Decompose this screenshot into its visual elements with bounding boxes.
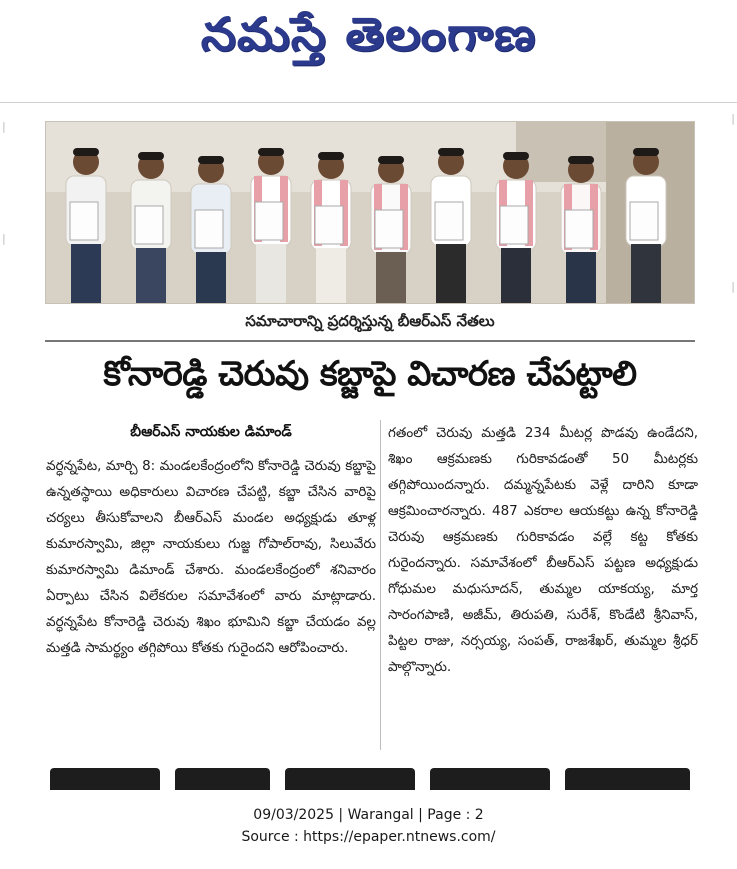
masthead-rule	[0, 102, 737, 103]
document-paper	[195, 210, 223, 248]
masthead	[0, 0, 737, 80]
person-hair	[568, 156, 594, 164]
person-hair	[198, 156, 224, 164]
person-legs	[631, 244, 661, 304]
person-hair	[258, 148, 284, 156]
person-legs	[256, 244, 286, 304]
document-paper	[565, 210, 593, 248]
article-column-left	[46, 420, 376, 661]
person-legs	[566, 252, 596, 304]
page-edge-mark: |	[731, 112, 735, 125]
person-hair	[138, 152, 164, 160]
document-paper	[630, 202, 658, 240]
source-link[interactable]: Source : https://epaper.ntnews.com/	[241, 829, 496, 845]
person-hair	[73, 148, 99, 156]
document-paper	[435, 202, 463, 240]
document-paper	[375, 210, 403, 248]
person-legs	[376, 252, 406, 304]
page-edge-mark: |	[2, 120, 6, 133]
document-paper	[135, 206, 163, 244]
document-paper	[500, 206, 528, 244]
photo-caption: సమాచారాన్ని ప్రదర్శిస్తున్న బీఆర్‌ఎస్ నేతలు	[45, 306, 695, 342]
column-divider	[380, 420, 381, 750]
person-hair	[378, 156, 404, 164]
newspaper-logo-title: నమస్తే తెలంగాణ	[200, 7, 537, 61]
article-body-right: గతంలో చెరువు మత్తడి 234 మీటర్ల పొడవు ఉండేదని, శిఖం ఆక్రమణకు గురికావడంతో 50 మీటర్లకు తగ్గిపోయిందన్నారు. దమ్మన్నపేటకు వెళ్లే దారిని కూడా ఆక్రమించారన్నారు. 487 ఎకరాల ఆయకట్టు ఉన్న కోనారెడ్డి చెరువు ఆక్రమణకు గురికావడం వల్లే కట్ట కోతకు గురైందన్నారు. సమావేశంలో బీఆర్‌ఎస్ పట్టణ అధ్యక్షుడు గోధుమల మధుసూదన్, తుమ్మల యాకయ్య, మార్త సారంగపాణి, అజీమ్, తిరుపతి, సురేశ్, కొండేటి శ్రీనివాస్, పిట్టల రాజు, నర్సయ్య, సంపత్, రాజశేఖర్, తుమ్మల శ్రీధర్ పాల్గొన్నారు.	[388, 425, 698, 675]
document-paper	[315, 206, 343, 244]
person-legs	[316, 248, 346, 304]
person-legs	[136, 248, 166, 304]
document-paper	[255, 202, 283, 240]
next-article-headline-cutoff	[40, 762, 700, 790]
article-column-right	[388, 420, 698, 680]
person-legs	[196, 252, 226, 304]
article-subhead: బీఆర్‌ఎస్ నాయకుల డిమాండ్	[130, 424, 292, 440]
person-hair	[633, 148, 659, 156]
page-footer	[0, 804, 737, 848]
group-photo-illustration	[46, 122, 695, 304]
person-legs	[501, 248, 531, 304]
document-paper	[70, 202, 98, 240]
person-legs	[436, 244, 466, 304]
edition-meta: 09/03/2025 | Warangal | Page : 2	[253, 807, 484, 823]
page-edge-mark: |	[731, 280, 735, 293]
page-edge-mark: |	[2, 232, 6, 245]
article-body-left: వర్ధన్నపేట, మార్చి 8: మండలకేంద్రంలోని కోనారెడ్డి చెరువు కబ్జాపై ఉన్నతస్థాయి అధికారులు విచారణ చేపట్టి, కబ్జా చేసిన వారిపై చర్యలు తీసుకోవాలని బీఆర్‌ఎస్ మండల అధ్యక్షుడు తూళ్ల కుమారస్వామి, జిల్లా నాయకులు గుజ్జ గోపాల్‌రావు, సిలువేరు కుమారస్వామి డిమాండ్ చేశారు. మండలకేంద్రంలో శనివారం ఏర్పాటు చేసిన విలేకరుల సమావేశంలో వారు మాట్లాడారు. వర్ధన్నపేట కోనారెడ్డి చెరువు శిఖం భూమిని కబ్జా చేయడం వల్ల మత్తడి సామర్థ్యం తగ్గిపోయి కోతకు గురైందని ఆరోపించారు.	[46, 458, 376, 656]
person-hair	[503, 152, 529, 160]
article-headline: కోనారెడ్డి చెరువు కబ్జాపై విచారణ చేపట్టాలి	[103, 354, 637, 394]
person-hair	[318, 152, 344, 160]
person-legs	[71, 244, 101, 304]
news-photo	[45, 121, 695, 304]
person-hair	[438, 148, 464, 156]
